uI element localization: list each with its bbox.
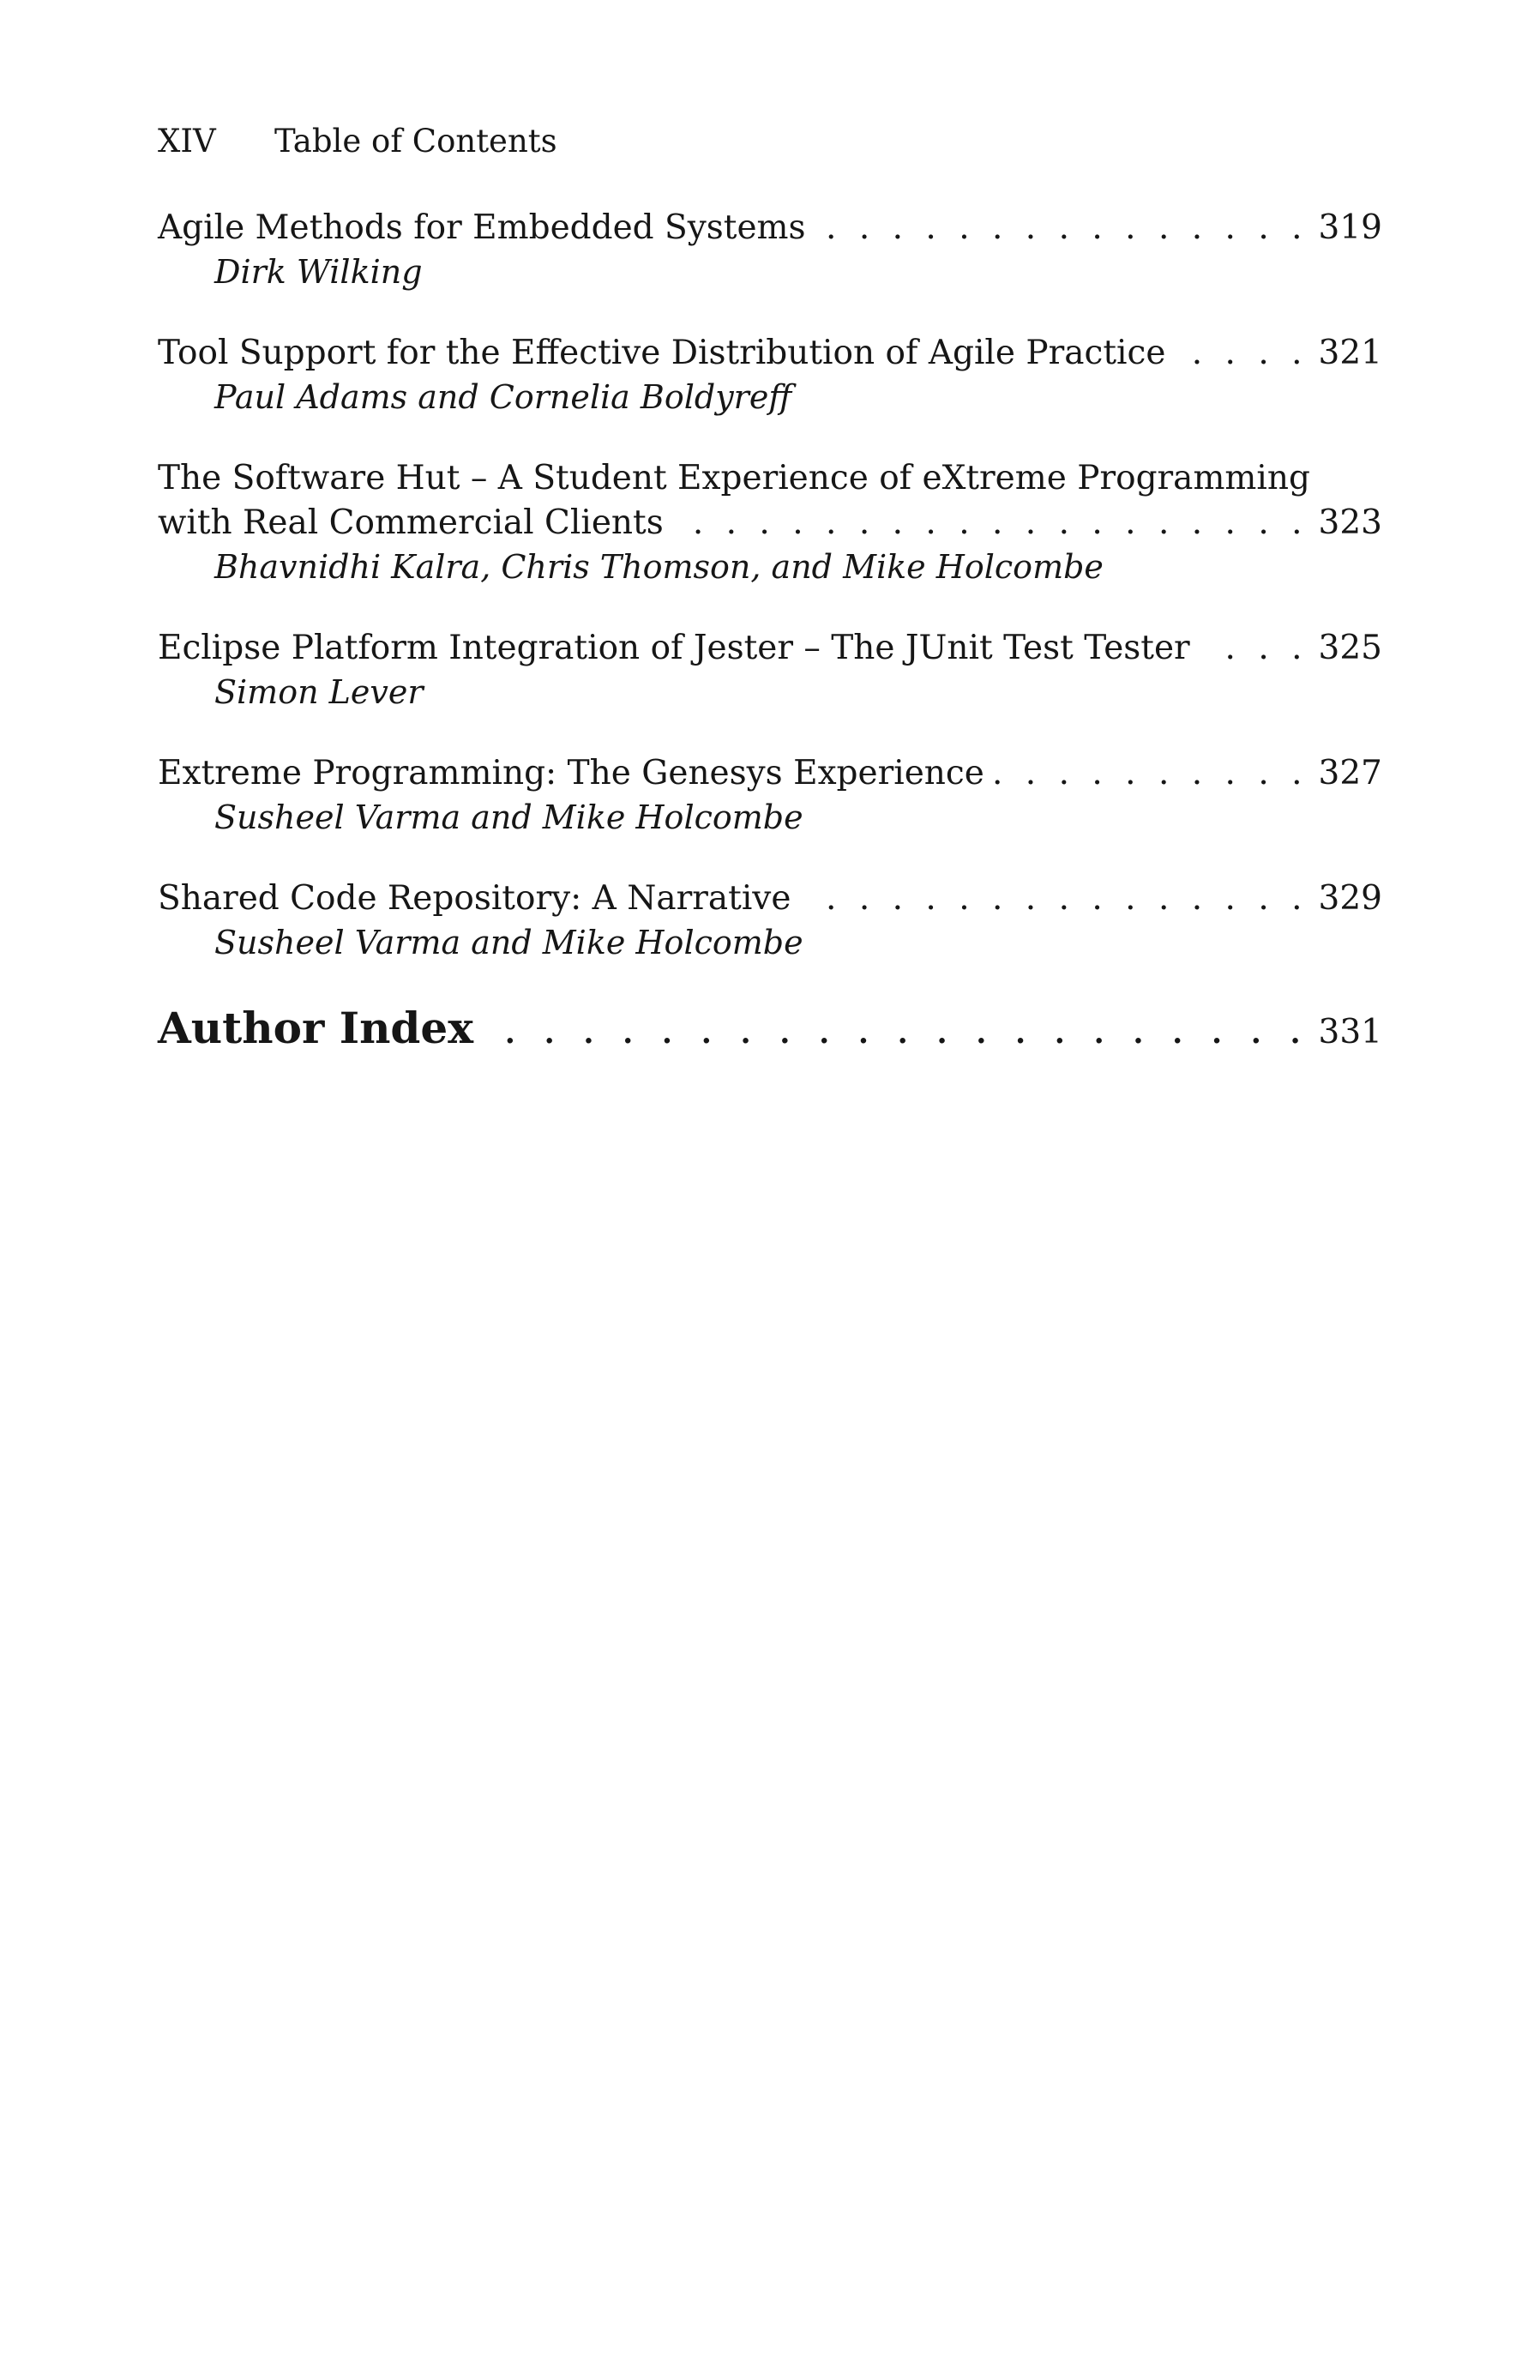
toc-entry-authors: Simon Lever <box>214 673 424 711</box>
toc-title-line <box>158 331 1382 376</box>
toc-entry[interactable] <box>158 331 1382 419</box>
dot-leader <box>1176 331 1308 376</box>
dot-leader <box>484 1002 1308 1055</box>
toc-entry-authors: Susheel Varma and Mike Holcombe <box>214 924 803 961</box>
toc-title-line <box>158 751 1382 796</box>
toc-entry-title-line1: The Software Hut – A Student Experience of eXtreme Programming <box>158 459 1310 497</box>
dot-leader <box>674 501 1308 545</box>
toc-entry-page: 321 <box>1318 334 1382 372</box>
toc-entry[interactable] <box>158 877 1382 964</box>
toc-entry[interactable] <box>158 206 1382 293</box>
toc-entry-title: with Real Commercial Clients <box>158 503 664 542</box>
toc-entry-title: Shared Code Repository: A Narrative <box>158 879 791 918</box>
toc-entry-page: 329 <box>1318 879 1382 918</box>
dot-leader <box>995 751 1308 796</box>
toc-entry[interactable] <box>158 751 1382 839</box>
toc-title-line <box>158 626 1382 671</box>
book-page <box>158 120 1382 1059</box>
toc-entry-title: Extreme Programming: The Genesys Experience <box>158 754 984 792</box>
toc-entry-title: Eclipse Platform Integration of Jester – The JUnit Test Tester <box>158 629 1190 667</box>
toc-entry-authors: Dirk Wilking <box>214 253 423 291</box>
running-head <box>158 120 1382 163</box>
toc-entry-page: 319 <box>1318 208 1382 247</box>
toc-entry[interactable] <box>158 626 1382 714</box>
toc-entry-title: Tool Support for the Effective Distribution of Agile Practice <box>158 334 1166 372</box>
running-head-title: Table of Contents <box>274 123 557 160</box>
author-index-entry[interactable] <box>158 1002 1382 1059</box>
toc-entry-authors: Susheel Varma and Mike Holcombe <box>214 798 803 836</box>
toc-entry[interactable] <box>158 456 1382 588</box>
toc-entry-page: 323 <box>1318 503 1382 542</box>
author-index-page: 331 <box>1318 1013 1382 1051</box>
toc-entry-authors: Paul Adams and Cornelia Boldyreff <box>214 378 792 416</box>
toc-title-line <box>158 206 1382 250</box>
page-folio: XIV <box>158 123 216 160</box>
table-of-contents <box>158 206 1382 1059</box>
author-index-title: Author Index <box>158 1003 474 1053</box>
toc-entry-authors: Bhavnidhi Kalra, Chris Thomson, and Mike Holcombe <box>214 548 1104 586</box>
dot-leader <box>816 206 1308 250</box>
toc-title-line <box>158 877 1382 921</box>
toc-title-line <box>158 456 1382 501</box>
toc-entry-title: Agile Methods for Embedded Systems <box>158 208 806 247</box>
toc-entry-page: 327 <box>1318 754 1382 792</box>
dot-leader <box>1200 626 1308 671</box>
dot-leader <box>801 877 1308 921</box>
toc-title-line <box>158 501 1382 545</box>
toc-entry-page: 325 <box>1318 629 1382 667</box>
